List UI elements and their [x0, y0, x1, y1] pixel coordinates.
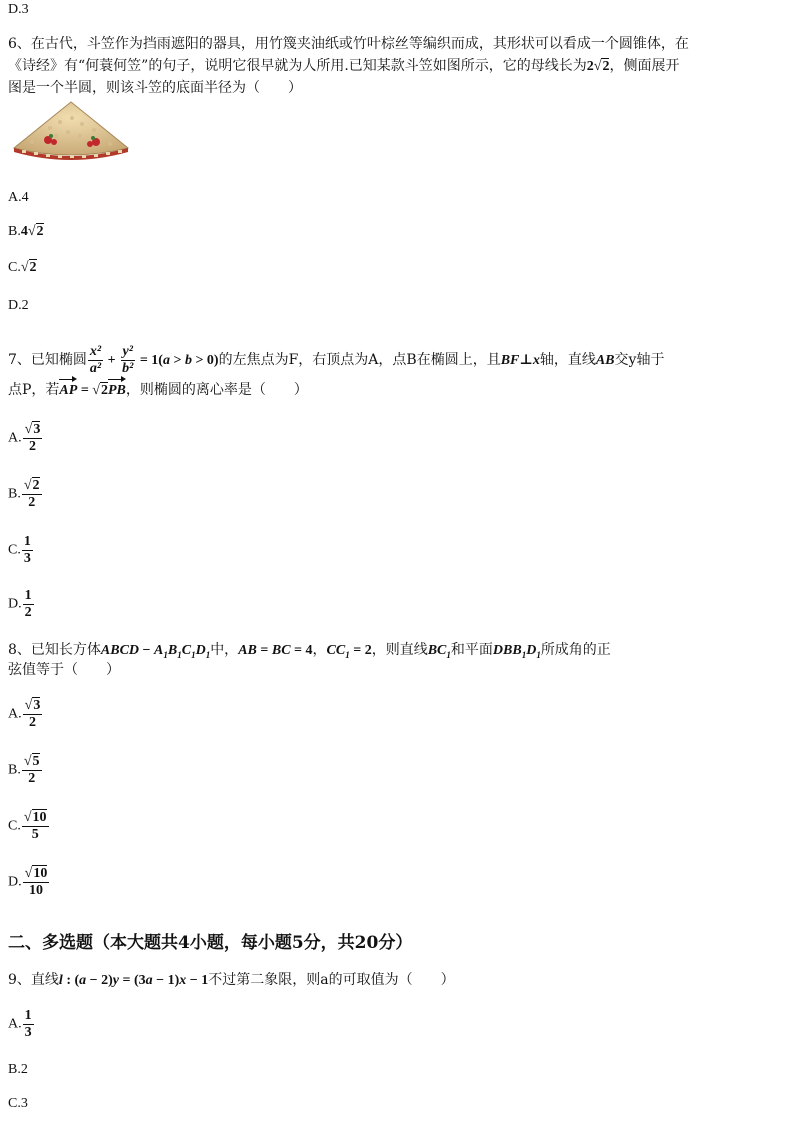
q7-text-f: ，则椭圆的离心率是（ ）	[125, 382, 308, 398]
q9-text-a: 9、直线	[8, 972, 59, 988]
q6-line1: 6、在古代，斗笠作为挡雨遮阳的器具，用竹篾夹油纸或竹叶棕丝等编织而成，其形状可以看成一个圆锥体，在	[8, 36, 689, 52]
q6-line2-tail: ，侧面展开	[609, 58, 680, 74]
q7-line2: 点P，若AP = √2PB，则椭圆的离心率是（ ）	[8, 380, 308, 401]
q7-option-d: D. $\frac{1}{2}$	[8, 588, 32, 620]
q9-option-a-label: A.	[8, 1016, 22, 1032]
q7-option-a-label: A.	[8, 430, 22, 446]
q9-option-c: C.3	[8, 1096, 28, 1111]
q8-text-e: 和平面	[450, 642, 493, 658]
q6-option-b: B.4√2	[8, 224, 44, 239]
conical-hat-image	[10, 100, 132, 164]
q9-text-b: 不过第二象限，则a的可取值为（ ）	[208, 972, 455, 988]
q9-option-a: A. $\frac{1}{3}$	[8, 1008, 32, 1040]
q7-option-a: A. $\frac{√3}{2}$	[8, 422, 41, 454]
q8-option-b-label: B.	[8, 762, 21, 778]
q8-option-b: B. $\frac{√5}{2}$	[8, 754, 40, 786]
q7-text-c: 轴，直线	[539, 352, 596, 368]
q7-option-c: C. $\frac{1}{3}$	[8, 534, 31, 566]
q6-option-a: A.4	[8, 190, 29, 205]
q6-line2-text: 《诗经》有“何蓑何笠”的句子，说明它很早就为人所用.已知某款斗笠如图所示，它的母线长为	[8, 58, 587, 74]
q8-text-c: ，	[312, 642, 327, 658]
q7-text-d: 交y轴于	[614, 352, 665, 368]
q7-option-d-label: D.	[8, 596, 22, 612]
q8-text-d: ，则直线	[371, 642, 428, 658]
q8-option-a-label: A.	[8, 706, 22, 722]
q8-text-b: 中，	[210, 642, 239, 658]
q6-line3: 图是一个半圆，则该斗笠的底面半径为（ ）	[8, 80, 302, 96]
q7-text-b: 的左焦点为F，右顶点为A，点B在椭圆上，且	[218, 352, 501, 368]
q9-option-b: B.2	[8, 1062, 28, 1077]
q8-text-f: 所成角的正	[540, 642, 611, 658]
q7-text-e: 点P，若	[8, 382, 60, 398]
q8-line2: 弦值等于（ ）	[8, 662, 120, 678]
q6-line2	[8, 56, 679, 77]
option-d-prev: D.3	[8, 2, 29, 17]
q8-text-a: 8、已知长方体	[8, 642, 101, 658]
q8-option-c: C. $\frac{√10}{5}$	[8, 810, 47, 842]
q7-option-b-label: B.	[8, 486, 21, 502]
q6-option-b-label: B.	[8, 224, 21, 239]
q8-line1: 8、已知长方体ABCD − $A_1B_1C_1D_1$中，AB = BC = 4，$CC_1 = 2$，则直线$BC_1$和平面$DBB_1D_1$所成角的正	[8, 642, 611, 660]
q8-option-d-label: D.	[8, 874, 22, 890]
q9-line1: 9、直线l : (a − 2)y = (3a − 1)x − 1不过第二象限，则a的可取值为（ ）	[8, 972, 455, 988]
q6-option-c: C.√2	[8, 260, 37, 275]
q8-option-c-label: C.	[8, 818, 21, 834]
q8-option-d: D. $\frac{√10}{10}$	[8, 866, 48, 898]
q6-generatrix-value: 2√2	[586, 59, 610, 74]
section-heading-multi-choice: 二、多选题（本大题共4小题，每小题5分，共20分）	[8, 933, 413, 953]
q6-option-c-label: C.	[8, 260, 21, 275]
q7-line1: 7、已知椭圆 $\frac{\text{x²}}{\text{a²}}$ + $\frac{\text{y²}}{\text{b²}}$ = 1(a > b > 0)的左焦点为F，右顶点为A，点B在椭圆上，且BF⊥x轴，直线AB交y轴于	[8, 343, 665, 376]
q6-option-d: D.2	[8, 298, 29, 313]
q8-option-a: A. $\frac{√3}{2}$	[8, 698, 41, 730]
q7-option-b: B. $\frac{√2}{2}$	[8, 478, 40, 510]
q7-option-c-label: C.	[8, 542, 21, 558]
q7-text-a: 7、已知椭圆	[8, 352, 87, 368]
